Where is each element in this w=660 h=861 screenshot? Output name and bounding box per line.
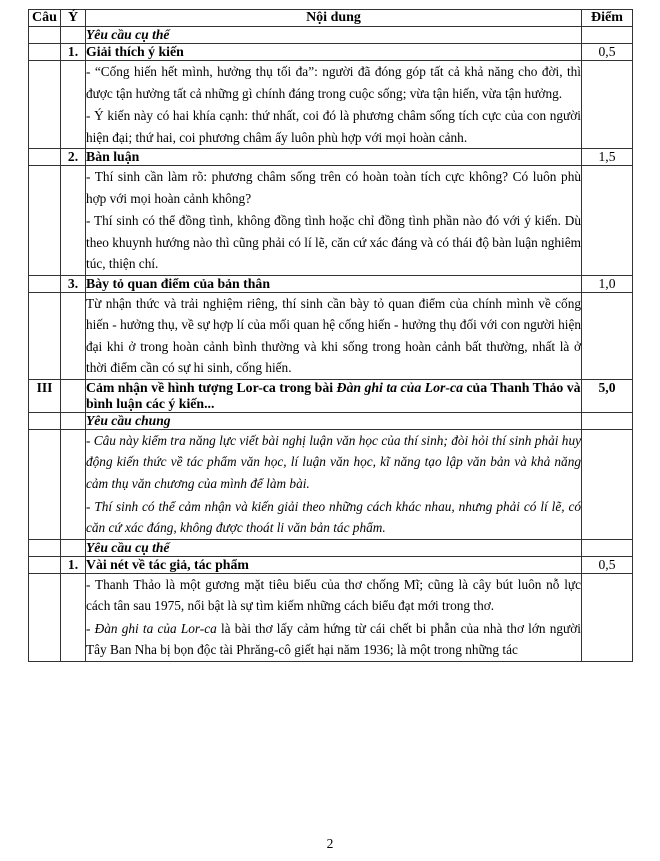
cell-diem (582, 573, 633, 661)
cell-y (61, 166, 86, 276)
content-paragraph: - Câu này kiểm tra năng lực viết bài nghị luận văn học của thí sinh; đòi hỏi thí sinh phải huy động kiến thức về tác phẩm văn học, lí luận văn học, kĩ năng tạo lập văn bản và khả năng cảm thụ văn chương của mình để làm bài. (86, 432, 581, 491)
content-subheading: Yêu cầu cụ thể (86, 27, 582, 44)
cell-cau (29, 573, 61, 661)
content-body (86, 292, 582, 379)
plain-text: là bài thơ lấy cảm hứng từ cái chết bi phẫn của nhà thơ lớn người Tây Ban Nha bị bọn độc tài Phrăng-cô giết hại năm 1936; là một trong những tác (86, 620, 581, 658)
table-row (29, 44, 633, 61)
content-paragraph: - “Cống hiến hết mình, hưởng thụ tối đa”: người đã đóng góp tất cả khả năng cho đời, thì được tận hưởng tất cả những gì chính đáng trong cuộc sống; vừa tận hiến, vừa tận hưởng. (86, 64, 581, 101)
content-paragraph: Từ nhận thức và trải nghiệm riêng, thí sinh cần bày tỏ quan điểm của chính mình về cống hiến - hưởng thụ, về sự hợp lí của mối quan hệ cống hiến - hưởng thụ đối với con người hiện đại khi ở trong hoàn cảnh bình thường và khi sống trong hoàn cảnh bất thường, nhất là ở thời điểm cần có sự hi sinh, cống hiến. (86, 295, 581, 376)
cell-cau (29, 539, 61, 556)
cell-diem: 0,5 (582, 556, 633, 573)
cell-y (61, 412, 86, 429)
header-cau: Câu (29, 10, 61, 27)
content-body (86, 166, 582, 276)
content-body (86, 61, 582, 149)
cell-diem (582, 539, 633, 556)
cell-cau (29, 412, 61, 429)
cell-cau: III (29, 379, 61, 412)
cell-cau (29, 44, 61, 61)
cell-diem: 1,0 (582, 275, 633, 292)
cell-cau (29, 556, 61, 573)
table-body (29, 10, 633, 662)
cell-y: 1. (61, 556, 86, 573)
content-item-title: Bày tỏ quan điểm của bản thân (86, 275, 582, 292)
cell-y (61, 292, 86, 379)
header-y: Ý (61, 10, 86, 27)
content-subheading: Yêu cầu chung (86, 412, 582, 429)
content-item-title: Vài nét về tác giả, tác phẩm (86, 556, 582, 573)
header-diem: Điểm (582, 10, 633, 27)
cell-y: 3. (61, 275, 86, 292)
cell-y (61, 539, 86, 556)
cell-y (61, 61, 86, 149)
cell-diem (582, 166, 633, 276)
cell-cau (29, 429, 61, 539)
cell-diem: 1,5 (582, 149, 633, 166)
plain-text: - Thanh Thảo là một gương mặt tiêu biểu của thơ chống Mĩ; cũng là cây bút luôn nỗ lực cách tân sau 1975, nổi bật là sự tìm kiếm những cách biểu đạt mới trong thơ. (86, 576, 581, 614)
cell-diem: 5,0 (582, 379, 633, 412)
cell-cau (29, 27, 61, 44)
answer-key-table (28, 9, 633, 662)
content-paragraph: - Thí sinh có thể đồng tình, không đồng tình hoặc chỉ đồng tình phần nào đó với ý kiến. Dù theo khuynh hướng nào thì cũng phải có lí lẽ, căn cứ xác đáng và có thái độ bàn luận nghiêm túc, thiện chí. (86, 213, 581, 272)
header-noi-dung: Nội dung (86, 10, 582, 27)
table-row (29, 429, 633, 539)
table-row (29, 166, 633, 276)
table-row (29, 379, 633, 412)
table-row (29, 61, 633, 149)
cell-diem (582, 27, 633, 44)
content-item-title: Giải thích ý kiến (86, 44, 582, 61)
cell-diem (582, 429, 633, 539)
cell-y (61, 573, 86, 661)
cell-diem (582, 292, 633, 379)
table-row (29, 556, 633, 573)
cell-y: 2. (61, 149, 86, 166)
table-row (29, 573, 633, 661)
plain-text: - (86, 620, 95, 636)
content-body (86, 573, 582, 661)
content-paragraph: - Thí sinh có thể cảm nhận và kiến giải theo những cách khác nhau, nhưng phải có lí lẽ, có căn cứ xác đáng, không được thoát li văn bản tác phẩm. (86, 498, 581, 536)
table-row (29, 292, 633, 379)
cell-cau (29, 292, 61, 379)
table-row (29, 275, 633, 292)
content-item-title: Bàn luận (86, 149, 582, 166)
cell-diem (582, 412, 633, 429)
cell-y: 1. (61, 44, 86, 61)
italic-title-text: Đàn ghi ta của Lor-ca (94, 620, 217, 636)
cell-cau (29, 275, 61, 292)
content-section-title (86, 379, 582, 412)
content-paragraph (86, 618, 581, 661)
cell-cau (29, 149, 61, 166)
content-body (86, 429, 582, 539)
cell-diem: 0,5 (582, 44, 633, 61)
plain-text: của Thanh Thảo và bình luận các ý kiến... (86, 379, 581, 411)
plain-text: Cảm nhận về hình tượng Lor-ca trong bài (86, 379, 337, 395)
cell-diem (582, 61, 633, 149)
content-paragraph: - Thí sinh cần làm rõ: phương châm sống trên có hoàn toàn tích cực không? Có luôn phù hợp với mọi hoàn cảnh không? (86, 169, 581, 206)
page-number: 2 (326, 836, 334, 851)
cell-cau (29, 61, 61, 149)
content-paragraph: - Ý kiến này có hai khía cạnh: thứ nhất, coi đó là phương châm sống tích cực của con người hiện đại; thứ hai, coi phương châm ấy luôn phù hợp với mọi hoàn cảnh. (86, 108, 581, 145)
table-row (29, 149, 633, 166)
table-row (29, 539, 633, 556)
table-header-row (29, 10, 633, 27)
content-subheading: Yêu cầu cụ thể (86, 539, 582, 556)
cell-y (61, 429, 86, 539)
content-paragraph (86, 574, 581, 617)
italic-title-text: Đàn ghi ta của Lor-ca (336, 379, 463, 395)
cell-y (61, 27, 86, 44)
table-row (29, 412, 633, 429)
cell-cau (29, 166, 61, 276)
cell-y (61, 379, 86, 412)
table-row (29, 27, 633, 44)
